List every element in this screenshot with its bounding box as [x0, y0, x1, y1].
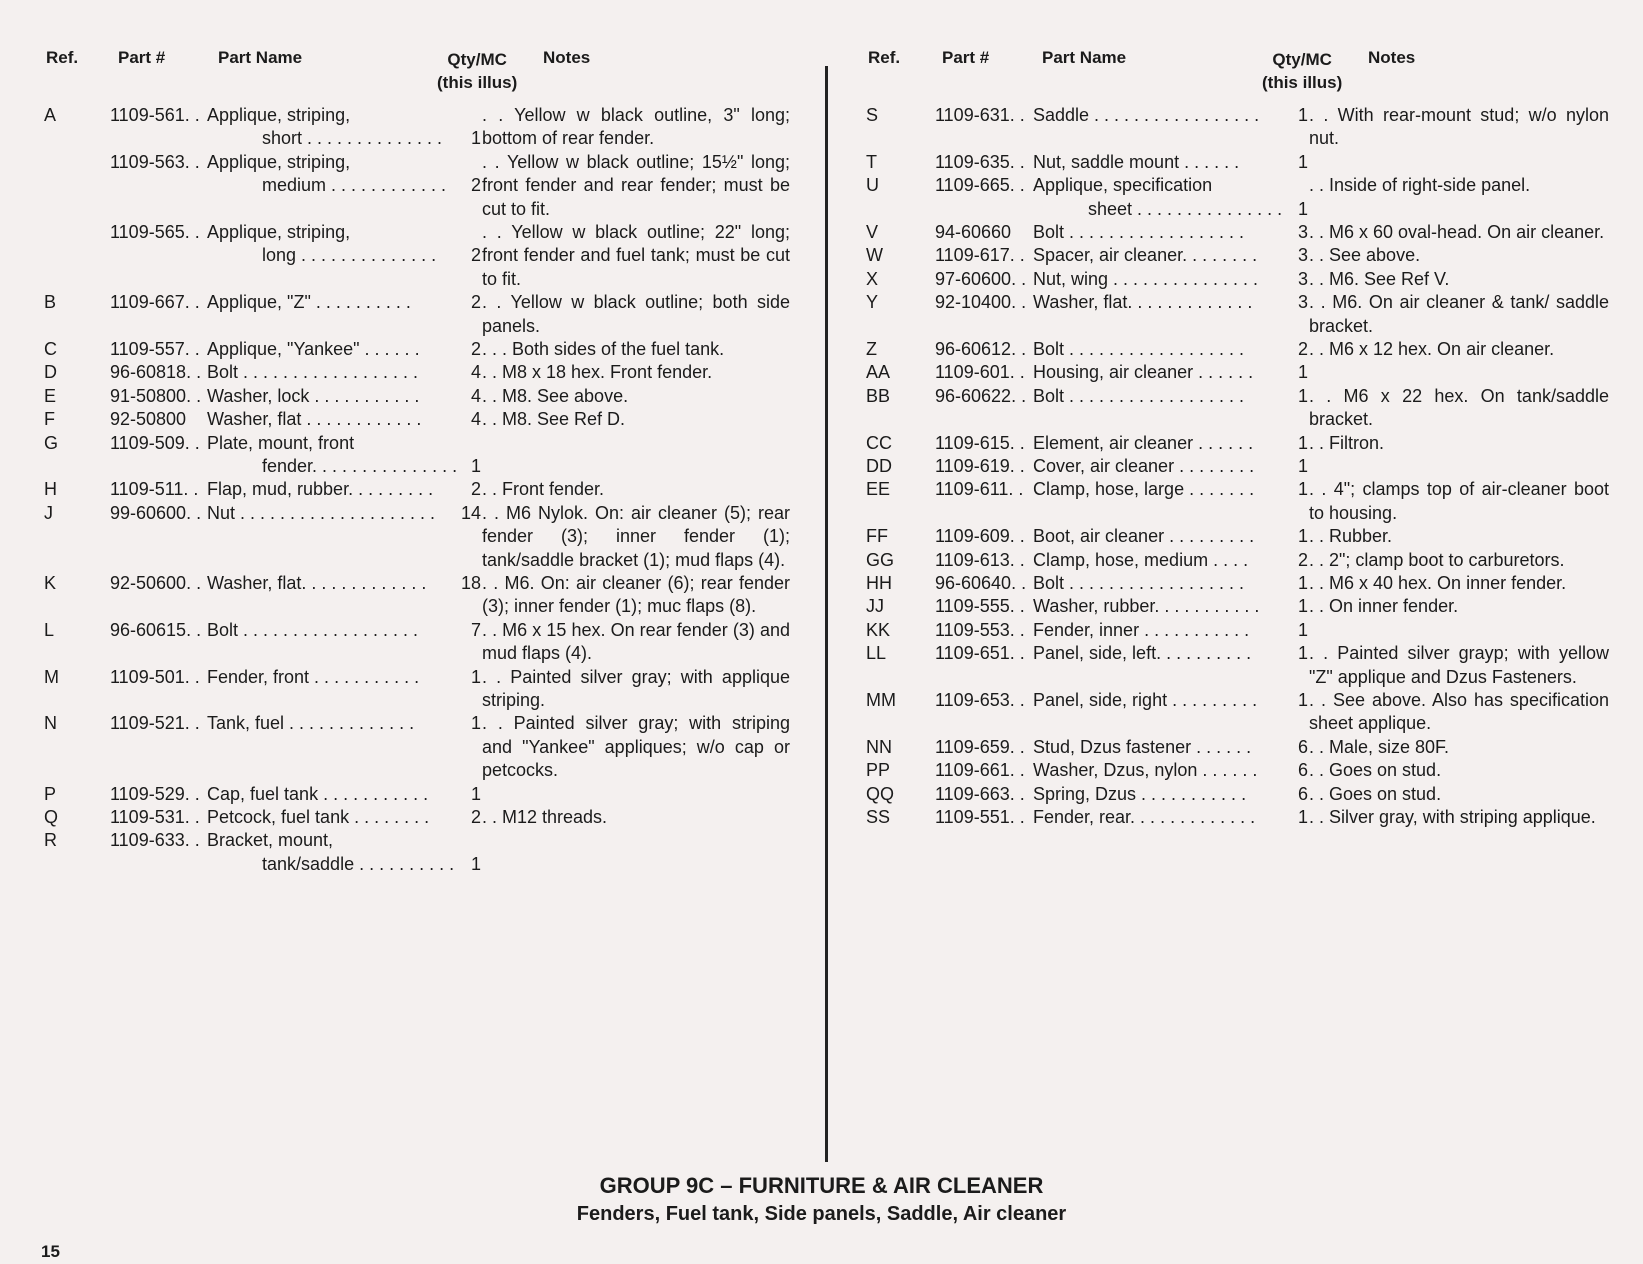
ref-code: G — [44, 432, 59, 453]
quantity: 3 — [1297, 245, 1308, 266]
header-part: Part # — [118, 48, 166, 67]
parts-row — [866, 595, 1616, 618]
group-title: GROUP 9C – FURNITURE & AIR CLEANER — [599, 1173, 1044, 1198]
part-name: Nut, saddle mount . . . . . . — [1033, 151, 1240, 172]
quantity: 2 — [470, 339, 481, 359]
parts-row — [44, 385, 804, 408]
quantity: 1 — [470, 713, 481, 734]
header-notes: Notes — [1368, 48, 1416, 67]
parts-row — [866, 783, 1616, 806]
part-name: Bolt . . . . . . . . . . . . . . . . . . — [1033, 339, 1245, 359]
part-name: Nut, wing . . . . . . . . . . . . . . . — [1033, 268, 1259, 289]
part-notes: . . Yellow w black outline; both side panels. — [482, 292, 790, 336]
quantity: 3 — [1297, 292, 1308, 313]
part-number: 1109-553. . — [935, 619, 1025, 640]
ref-code: GG — [866, 549, 895, 570]
quantity: 6 — [1297, 783, 1308, 804]
ref-code: H — [44, 479, 57, 500]
part-name: medium . . . . . . . . . . . . — [207, 175, 447, 196]
group-subtitle: Fenders, Fuel tank, Side panels, Saddle, Air cleaner — [576, 1203, 1067, 1225]
part-name: fender. . . . . . . . . . . . . . . — [207, 455, 457, 476]
part-notes: . . See above. — [1309, 245, 1421, 266]
part-notes: . . M8. See above. — [482, 385, 629, 406]
parts-row — [44, 221, 804, 291]
ref-code: U — [866, 175, 879, 196]
ref-code: SS — [866, 807, 891, 827]
part-name: Bracket, mount, — [207, 830, 334, 851]
part-name: tank/saddle . . . . . . . . . . — [207, 853, 455, 874]
parts-row — [866, 361, 1616, 384]
parts-row — [44, 291, 804, 338]
part-notes: . . M8 x 18 hex. Front fender. — [482, 362, 713, 383]
header-notes: Notes — [543, 48, 591, 67]
quantity: 6 — [1297, 760, 1308, 781]
part-number: 1109-531. . — [110, 807, 200, 827]
part-number: 1109-611. . — [935, 479, 1024, 500]
part-notes: . . M6 x 40 hex. On inner fender. — [1309, 573, 1567, 593]
part-name: Washer, flat . . . . . . . . . . . . — [207, 409, 422, 430]
parts-row — [44, 712, 804, 782]
quantity: 2 — [470, 245, 481, 266]
parts-row — [44, 619, 804, 666]
part-number: 1109-661. . — [935, 760, 1025, 781]
part-notes: . . On inner fender. — [1309, 596, 1459, 617]
part-number: 1109-635. . — [935, 151, 1025, 172]
part-name: Plate, mount, front — [207, 432, 355, 453]
quantity: 4 — [470, 385, 481, 406]
ref-code: FF — [866, 526, 888, 547]
part-number: 1109-551. . — [935, 807, 1025, 827]
parts-row — [866, 151, 1616, 174]
part-name: Washer, Dzus, nylon . . . . . . — [1033, 760, 1258, 781]
part-number: 1109-617. . — [935, 245, 1025, 266]
part-notes: . . Goes on stud. — [1309, 783, 1442, 804]
part-notes: . . Front fender. — [482, 479, 605, 500]
part-number: 99-60600. . — [110, 502, 202, 523]
header-qty: Qty/MC (this illus) — [1262, 50, 1343, 92]
ref-code: V — [866, 222, 879, 242]
part-notes: . . Painted silver gray; with striping and "Yankee" appliques; w/o cap or petcocks. — [482, 713, 790, 781]
part-name: Fender, inner . . . . . . . . . . . — [1033, 619, 1250, 640]
part-name: Nut . . . . . . . . . . . . . . . . . . . . — [207, 502, 436, 523]
parts-row — [866, 759, 1616, 782]
parts-row — [44, 829, 804, 876]
part-name: Cover, air cleaner . . . . . . . . — [1033, 456, 1255, 476]
part-name: Spring, Dzus . . . . . . . . . . . — [1033, 783, 1247, 804]
header-part: Part # — [942, 48, 990, 67]
ref-code: R — [44, 830, 57, 851]
part-notes: . . M6 x 15 hex. On rear fender (3) and mud flaps (4). — [482, 619, 790, 664]
header-ref: Ref. — [868, 48, 901, 67]
part-number: 1109-561. . — [110, 105, 200, 125]
part-name: Bolt . . . . . . . . . . . . . . . . . . — [1033, 573, 1245, 593]
ref-code: B — [44, 292, 57, 313]
quantity: 2 — [1297, 339, 1308, 359]
ref-code: JJ — [866, 596, 884, 617]
part-number: 1109-521. . — [110, 713, 200, 734]
header-qty: Qty/MC (this illus) — [437, 50, 518, 92]
part-number: 91-50800. . — [110, 385, 202, 406]
ref-code: Z — [866, 339, 877, 359]
ref-code: K — [44, 573, 57, 593]
quantity: 2 — [1297, 549, 1308, 570]
quantity: 1 — [1297, 198, 1308, 219]
part-number: 1109-633. . — [110, 830, 200, 851]
part-number: 1109-613. . — [935, 549, 1025, 570]
ref-code: MM — [866, 690, 896, 710]
quantity: 4 — [470, 362, 481, 383]
part-notes: . . 2"; clamp boot to carburetors. — [1309, 549, 1565, 570]
part-notes: . . Yellow w black outline, 3" long; bottom of rear fender. — [482, 105, 790, 149]
part-notes: . . Goes on stud. — [1309, 760, 1442, 781]
part-name: Washer, lock . . . . . . . . . . . — [207, 385, 420, 406]
ref-code: D — [44, 362, 57, 383]
parts-row — [44, 478, 804, 501]
part-name: Fender, rear. . . . . . . . . . . . . — [1033, 807, 1256, 827]
quantity: 4 — [470, 409, 481, 430]
ref-code: T — [866, 151, 877, 172]
part-number: 96-60622. . — [935, 385, 1027, 406]
part-name: Applique, striping, — [207, 222, 351, 242]
part-name: Clamp, hose, large . . . . . . . — [1033, 479, 1255, 500]
part-notes: . . See above. Also has specification sheet applique. — [1309, 690, 1609, 734]
part-number: 97-60600. . — [935, 268, 1027, 289]
part-notes: . . Painted silver grayp; with yellow "Z" applique and Dzus Fasteners. — [1309, 643, 1609, 687]
quantity: 2 — [470, 807, 481, 827]
left-column — [44, 48, 804, 876]
part-name: Element, air cleaner . . . . . . — [1033, 432, 1254, 453]
parts-row — [866, 525, 1616, 548]
part-number: 1109-511. . — [110, 479, 199, 500]
quantity: 1 — [1297, 619, 1308, 640]
part-number: 96-60615. . — [110, 619, 202, 640]
quantity: 1 — [470, 455, 481, 476]
quantity: 3 — [1297, 268, 1308, 289]
part-notes: . . Painted silver gray; with applique striping. — [482, 666, 790, 710]
part-notes: . . Inside of right-side panel. — [1309, 175, 1531, 196]
quantity: 7 — [470, 619, 481, 640]
parts-row — [866, 338, 1616, 361]
quantity: 6 — [1297, 736, 1308, 757]
column-divider — [825, 66, 828, 1162]
quantity: 1 — [1297, 573, 1308, 593]
part-name: Panel, side, right . . . . . . . . . — [1033, 690, 1258, 710]
part-number: 1109-653. . — [935, 690, 1025, 710]
parts-row — [866, 572, 1616, 595]
ref-code: C — [44, 339, 57, 359]
part-number: 1109-631. . — [935, 105, 1025, 125]
header-name: Part Name — [218, 48, 303, 67]
part-number: 1109-555. . — [935, 596, 1025, 617]
part-notes: . . Yellow w black outline; 22" long; front fender and fuel tank; must be cut to fit. — [482, 222, 790, 289]
page-number: 15 — [41, 1242, 60, 1261]
part-notes: . . M6 x 12 hex. On air cleaner. — [1309, 339, 1555, 359]
part-name: Bolt . . . . . . . . . . . . . . . . . . — [1033, 385, 1245, 406]
ref-code: HH — [866, 573, 892, 593]
parts-row — [44, 338, 804, 361]
part-name: Washer, flat. . . . . . . . . . . . . — [1033, 292, 1253, 313]
part-name: Stud, Dzus fastener . . . . . . — [1033, 736, 1252, 757]
parts-row — [866, 268, 1616, 291]
parts-row — [866, 642, 1616, 689]
ref-code: X — [866, 268, 879, 289]
part-name: Washer, flat. . . . . . . . . . . . . — [207, 573, 427, 593]
parts-row — [866, 104, 1616, 151]
quantity: 1 — [470, 128, 481, 149]
part-notes: . . Silver gray, with striping applique. — [1309, 807, 1596, 827]
part-number: 1109-665. . — [935, 175, 1025, 196]
quantity: 1 — [1297, 456, 1308, 476]
part-notes: . . Male, size 80F. — [1309, 736, 1450, 757]
part-notes: . . Filtron. — [1309, 432, 1385, 453]
ref-code: E — [44, 385, 57, 406]
ref-code: PP — [866, 760, 891, 781]
part-number: 96-60612. . — [935, 339, 1027, 359]
ref-code: J — [44, 502, 53, 523]
part-name: Spacer, air cleaner. . . . . . . . — [1033, 245, 1258, 266]
quantity: 1 — [1297, 643, 1308, 664]
part-name: Tank, fuel . . . . . . . . . . . . . — [207, 713, 415, 734]
quantity: 1 — [1297, 151, 1308, 172]
part-name: Washer, rubber. . . . . . . . . . . — [1033, 596, 1260, 617]
part-notes: . . With rear-mount stud; w/o nylon nut. — [1309, 105, 1609, 149]
quantity: 1 — [1297, 105, 1308, 125]
part-number: 1109-663. . — [935, 783, 1025, 804]
ref-code: M — [44, 666, 59, 687]
parts-row — [44, 783, 804, 806]
ref-code: Y — [866, 292, 879, 313]
quantity: 1 — [1297, 385, 1308, 406]
parts-row — [866, 291, 1616, 338]
part-number: 92-50800 — [110, 409, 187, 430]
part-name: Boot, air cleaner . . . . . . . . . — [1033, 526, 1255, 547]
ref-code: AA — [866, 362, 891, 383]
ref-code: BB — [866, 385, 891, 406]
part-number: 92-50600. . — [110, 573, 202, 593]
part-number: 1109-659. . — [935, 736, 1025, 757]
part-name: Applique, specification — [1033, 175, 1213, 196]
parts-list-right — [866, 104, 1616, 829]
part-name: short . . . . . . . . . . . . . . — [207, 128, 443, 149]
parts-row — [44, 502, 804, 572]
part-name: Applique, "Z" . . . . . . . . . . — [207, 292, 411, 313]
part-notes: . . M12 threads. — [482, 807, 608, 827]
part-notes: . . M8. See Ref D. — [482, 409, 626, 430]
ref-code: L — [44, 619, 55, 640]
quantity: 1 — [470, 783, 481, 804]
part-number: 92-10400. . — [935, 292, 1027, 313]
part-name: Applique, striping, — [207, 151, 351, 172]
parts-row — [44, 666, 804, 713]
ref-code: Q — [44, 807, 59, 827]
part-name: Housing, air cleaner . . . . . . — [1033, 362, 1254, 383]
parts-row — [866, 244, 1616, 267]
ref-code: F — [44, 409, 55, 430]
part-number: 96-60640. . — [935, 573, 1027, 593]
part-number: 1109-615. . — [935, 432, 1025, 453]
quantity: 18 — [460, 573, 481, 593]
quantity: 1 — [1297, 362, 1308, 383]
ref-code: DD — [866, 456, 892, 476]
part-notes: . . M6. See Ref V. — [1309, 268, 1450, 289]
header-ref: Ref. — [46, 48, 79, 67]
parts-row — [866, 736, 1616, 759]
ref-code: NN — [866, 736, 892, 757]
part-notes: . . M6. On: air cleaner (6); rear fender (3); inner fender (1); muc flaps (8). — [482, 573, 790, 617]
parts-row — [44, 572, 804, 619]
ref-code: LL — [866, 643, 887, 664]
part-name: Cap, fuel tank . . . . . . . . . . . — [207, 783, 429, 804]
parts-list-left — [44, 104, 804, 876]
part-number: 1109-601. . — [935, 362, 1025, 383]
parts-row — [866, 174, 1616, 221]
quantity: 2 — [470, 479, 481, 500]
part-notes: . . M6 x 22 hex. On tank/saddle bracket. — [1309, 385, 1609, 430]
right-column — [866, 48, 1616, 829]
part-number: 1109-667. . — [110, 292, 200, 313]
part-notes: . . M6. On air cleaner & tank/ saddle bracket. — [1309, 292, 1609, 336]
part-notes: . . Rubber. — [1309, 526, 1393, 547]
parts-row — [866, 478, 1616, 525]
parts-row — [866, 689, 1616, 736]
part-number: 1109-557. . — [110, 339, 200, 359]
part-number: 1109-529. . — [110, 783, 200, 804]
ref-code: W — [866, 245, 883, 266]
part-number: 96-60818. . — [110, 362, 202, 383]
parts-row — [44, 408, 804, 431]
quantity: 1 — [1297, 432, 1308, 453]
parts-row — [44, 361, 804, 384]
part-notes: . . M6 x 60 oval-head. On air cleaner. — [1309, 222, 1605, 242]
part-number: 94-60660 — [935, 222, 1012, 242]
part-name: Flap, mud, rubber. . . . . . . . . — [207, 479, 434, 500]
ref-code: A — [44, 105, 57, 125]
part-number: 1109-501. . — [110, 666, 200, 687]
parts-row — [866, 432, 1616, 455]
column-header — [866, 48, 1616, 104]
quantity: 3 — [1297, 222, 1308, 242]
part-name: Applique, "Yankee" . . . . . . — [207, 339, 420, 359]
quantity: 1 — [1297, 596, 1308, 617]
parts-row — [866, 619, 1616, 642]
part-notes: . . Yellow w black outline; 15½" long; front fender and rear fender; must be cut to fit. — [482, 151, 790, 219]
ref-code: CC — [866, 432, 892, 453]
part-name: Saddle . . . . . . . . . . . . . . . . . — [1033, 105, 1260, 125]
quantity: 1 — [1297, 807, 1308, 827]
parts-row — [44, 151, 804, 221]
ref-code: EE — [866, 479, 891, 500]
ref-code: QQ — [866, 783, 895, 804]
ref-code: KK — [866, 619, 891, 640]
part-notes: . . M6 Nylok. On: air cleaner (5); rear fender (3); inner fender (1); tank/saddle bracket (1); mud flaps (4). — [482, 502, 790, 570]
part-notes: . . 4"; clamps top of air-cleaner boot to housing. — [1309, 479, 1609, 523]
part-number: 1109-609. . — [935, 526, 1025, 547]
part-number: 1109-619. . — [935, 456, 1025, 476]
parts-row — [44, 104, 804, 151]
parts-row — [44, 432, 804, 479]
part-name: Bolt . . . . . . . . . . . . . . . . . . — [1033, 222, 1245, 242]
part-number: 1109-563. . — [110, 151, 200, 172]
parts-row — [44, 806, 804, 829]
quantity: 2 — [470, 292, 481, 313]
part-name: Applique, striping, — [207, 105, 351, 125]
quantity: 2 — [470, 175, 481, 196]
part-name: long . . . . . . . . . . . . . . — [207, 245, 437, 266]
quantity: 1 — [1297, 526, 1308, 547]
quantity: 1 — [1297, 690, 1308, 710]
part-notes: . . . Both sides of the fuel tank. — [482, 339, 725, 359]
part-name: Petcock, fuel tank . . . . . . . . — [207, 807, 430, 827]
column-header — [44, 48, 804, 104]
part-name: sheet . . . . . . . . . . . . . . . — [1033, 198, 1283, 219]
parts-row — [866, 221, 1616, 244]
quantity: 1 — [470, 666, 481, 687]
parts-row — [866, 385, 1616, 432]
part-name: Clamp, hose, medium . . . . — [1033, 549, 1249, 570]
ref-code: N — [44, 713, 57, 734]
parts-row — [866, 806, 1616, 829]
part-number: 1109-651. . — [935, 643, 1025, 664]
quantity: 14 — [460, 502, 481, 523]
part-number: 1109-509. . — [110, 432, 200, 453]
part-name: Fender, front . . . . . . . . . . . — [207, 666, 420, 687]
part-name: Panel, side, left. . . . . . . . . . — [1033, 643, 1252, 664]
header-name: Part Name — [1042, 48, 1127, 67]
quantity: 1 — [1297, 479, 1308, 500]
ref-code: S — [866, 105, 879, 125]
quantity: 1 — [470, 853, 481, 874]
ref-code: P — [44, 783, 57, 804]
parts-row — [866, 455, 1616, 478]
part-number: 1109-565. . — [110, 222, 200, 242]
part-name: Bolt . . . . . . . . . . . . . . . . . . — [207, 619, 419, 640]
part-name: Bolt . . . . . . . . . . . . . . . . . . — [207, 362, 419, 383]
parts-row — [866, 549, 1616, 572]
